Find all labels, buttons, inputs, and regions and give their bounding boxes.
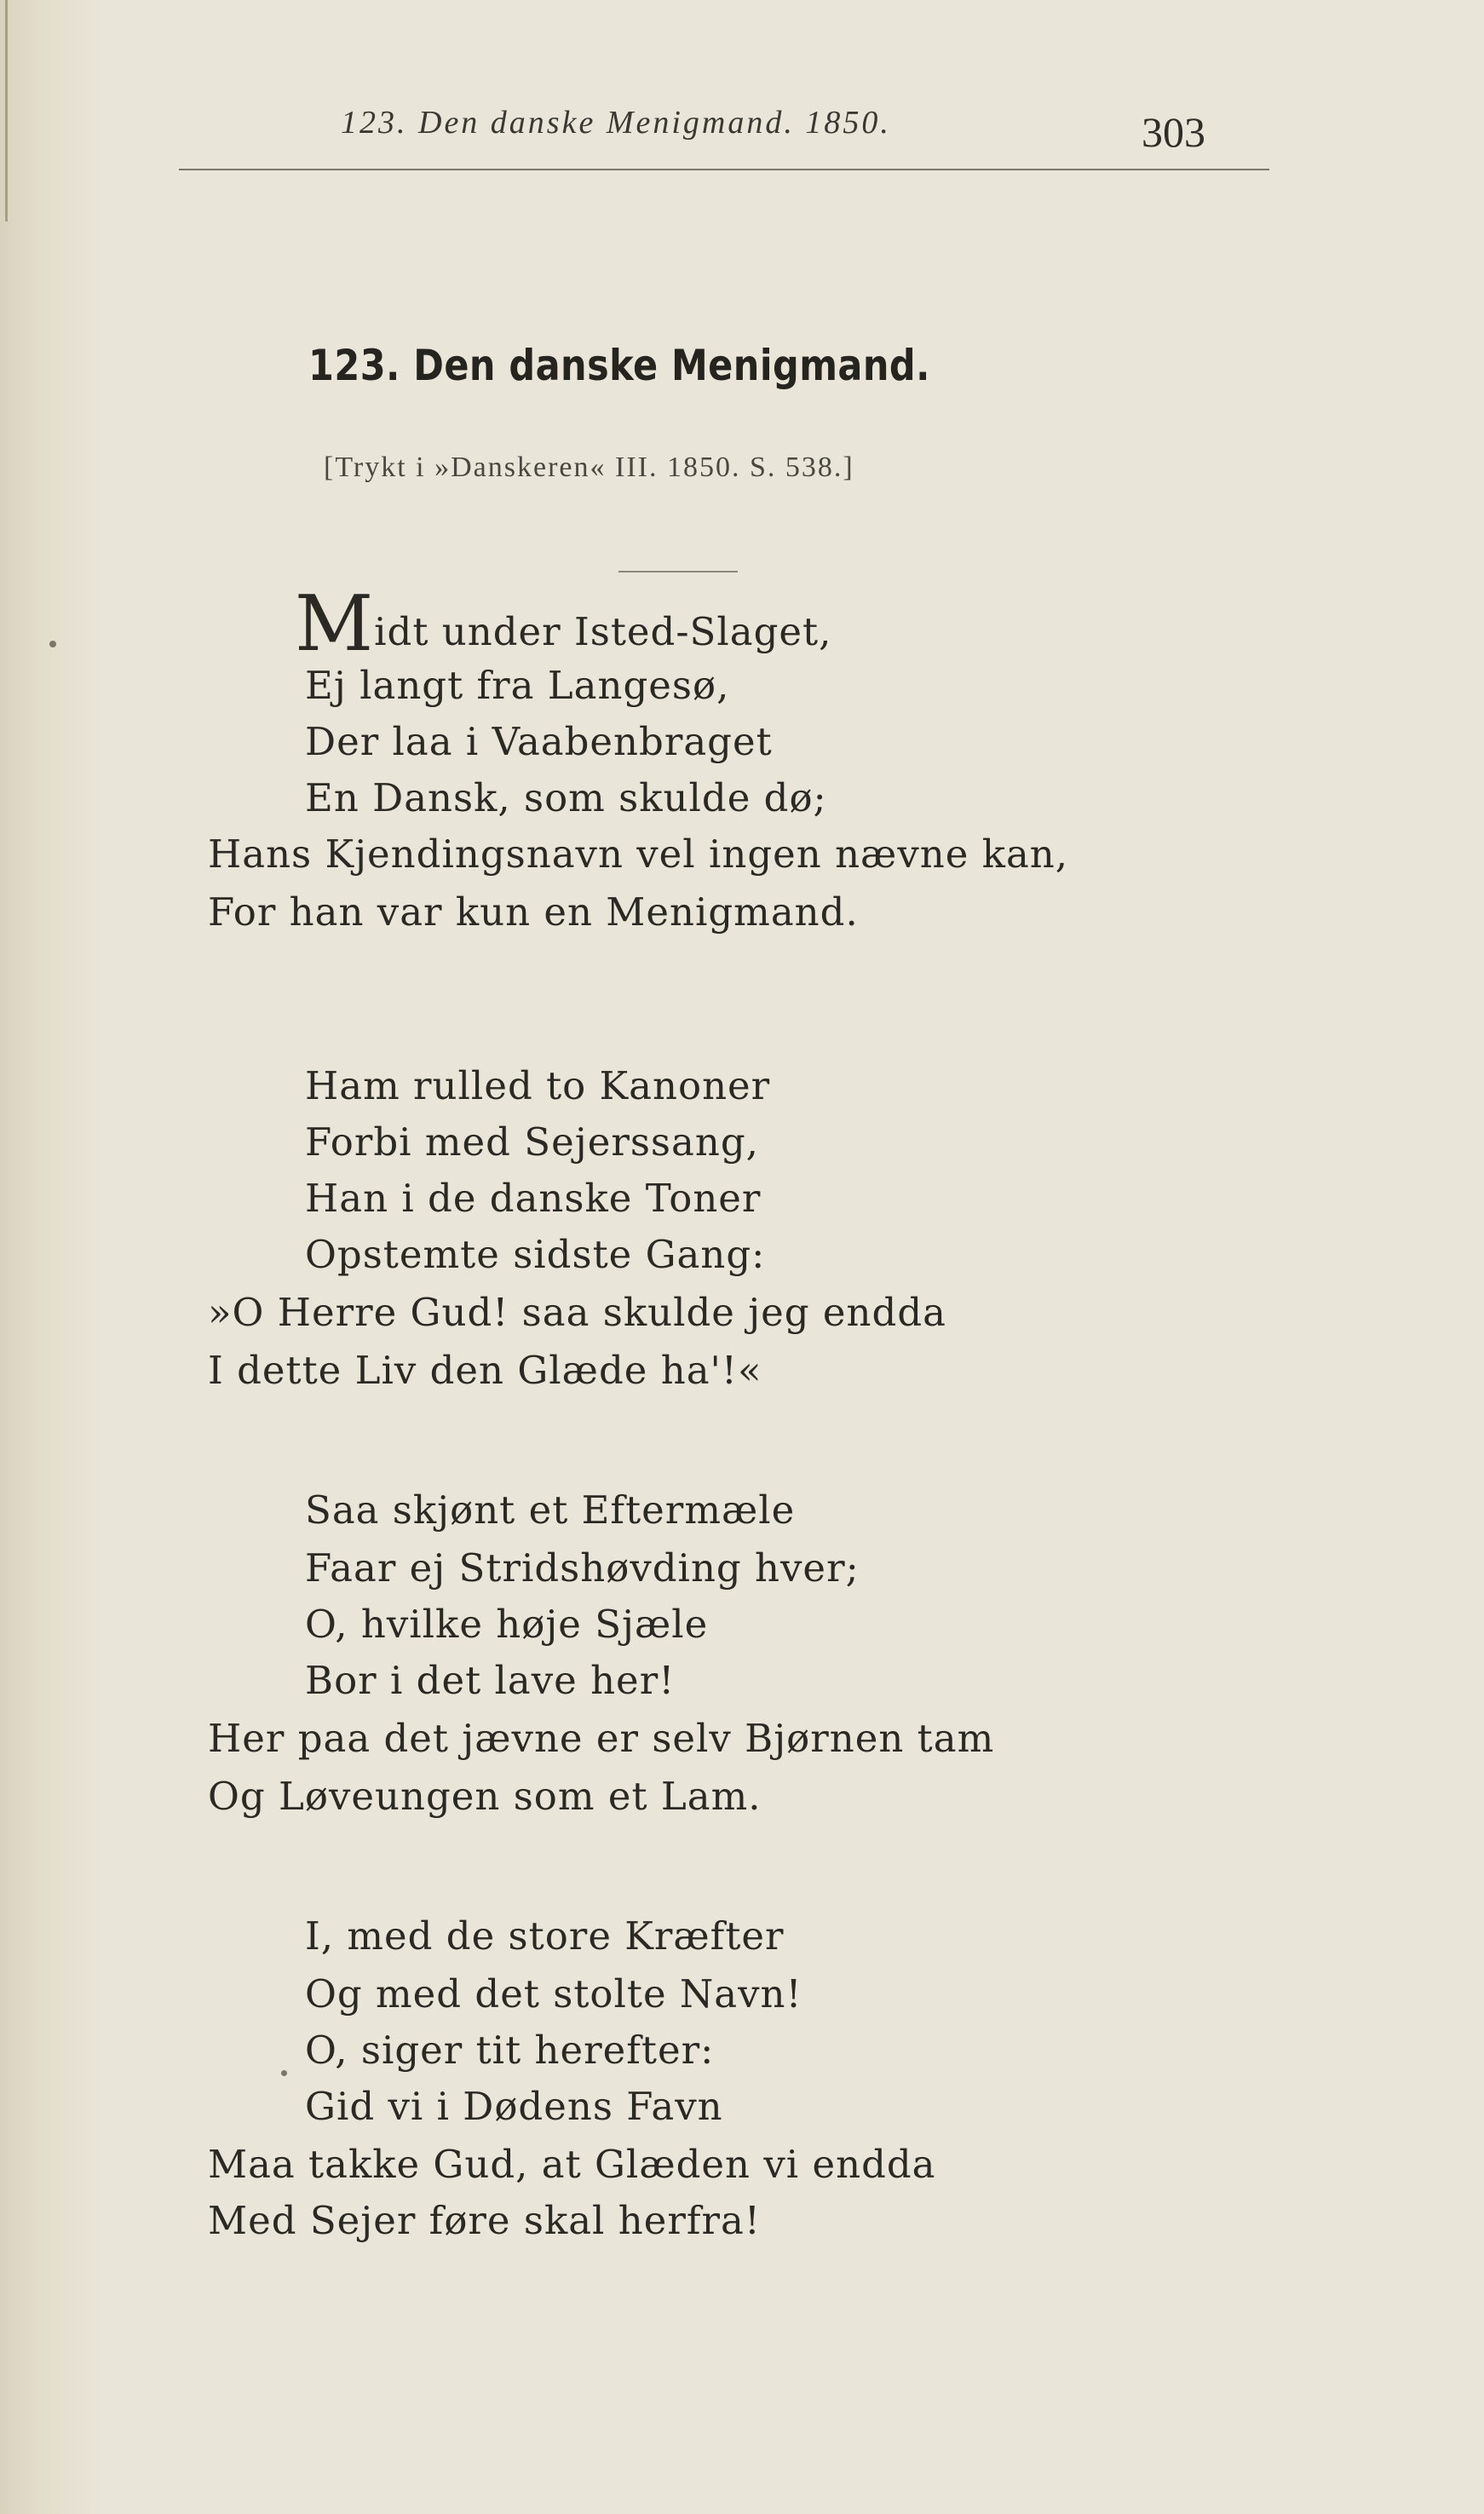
header-rule <box>179 169 1269 170</box>
verse-line: For han var kun en Menigmand. <box>208 889 859 935</box>
verse-line: En Dansk, som skulde dø; <box>305 775 827 820</box>
verse-line: Han i de danske Toner <box>305 1176 762 1221</box>
poem-heading: 123. Den danske Menigmand. <box>308 341 930 390</box>
page-edge-shadow <box>0 0 102 2514</box>
verse-line: O, hvilke høje Sjæle <box>305 1602 709 1647</box>
first-line-text: idt under Isted-Slaget, <box>374 609 832 654</box>
verse-line: Faar ej Stridshøvding hver; <box>305 1545 860 1591</box>
verse-line: Med Sejer føre skal herfra! <box>208 2198 761 2243</box>
paper-speck <box>49 641 56 647</box>
verse-line: Der laa i Vaabenbraget <box>305 719 773 764</box>
verse-line: »O Herre Gud! saa skulde jeg endda <box>208 1290 946 1335</box>
running-head <box>341 104 1244 155</box>
verse-line: Maa takke Gud, at Glæden vi endda <box>208 2142 936 2187</box>
paper-speck <box>281 2070 287 2076</box>
verse-line: Saa skjønt et Eftermæle <box>305 1487 796 1533</box>
verse-line: Og Løveungen som et Lam. <box>208 1774 762 1819</box>
verse-line: I, med de store Kræfter <box>305 1913 785 1959</box>
drop-cap: M <box>295 579 374 669</box>
verse-line: Hans Kjendingsnavn vel ingen nævne kan, <box>208 831 1069 877</box>
verse-line: Ham rulled to Kanoner <box>305 1063 771 1108</box>
section-divider <box>618 571 738 572</box>
source-note: [Trykt i »Danskeren« III. 1850. S. 538.] <box>324 452 854 483</box>
verse-line: Bor i det lave her! <box>305 1658 676 1703</box>
verse-line: Ej langt fra Langesø, <box>305 663 730 708</box>
verse-line: Forbi med Sejerssang, <box>305 1119 759 1165</box>
verse-line: O, siger tit herefter: <box>305 2028 715 2073</box>
verse-line: Her paa det jævne er selv Bjørnen tam <box>208 1716 995 1761</box>
verse-line: I dette Liv den Glæde ha'!« <box>208 1348 762 1393</box>
verse-line: Og med det stolte Navn! <box>305 1971 802 2016</box>
page-number: 303 <box>1142 108 1205 156</box>
verse-line: Opstemte sidste Gang: <box>305 1232 766 1277</box>
binding-edge <box>5 0 8 221</box>
verse-line-first <box>295 579 832 669</box>
running-title: 123. Den danske Menigmand. 1850. <box>341 105 891 141</box>
verse-line: Gid vi i Dødens Favn <box>305 2084 723 2129</box>
